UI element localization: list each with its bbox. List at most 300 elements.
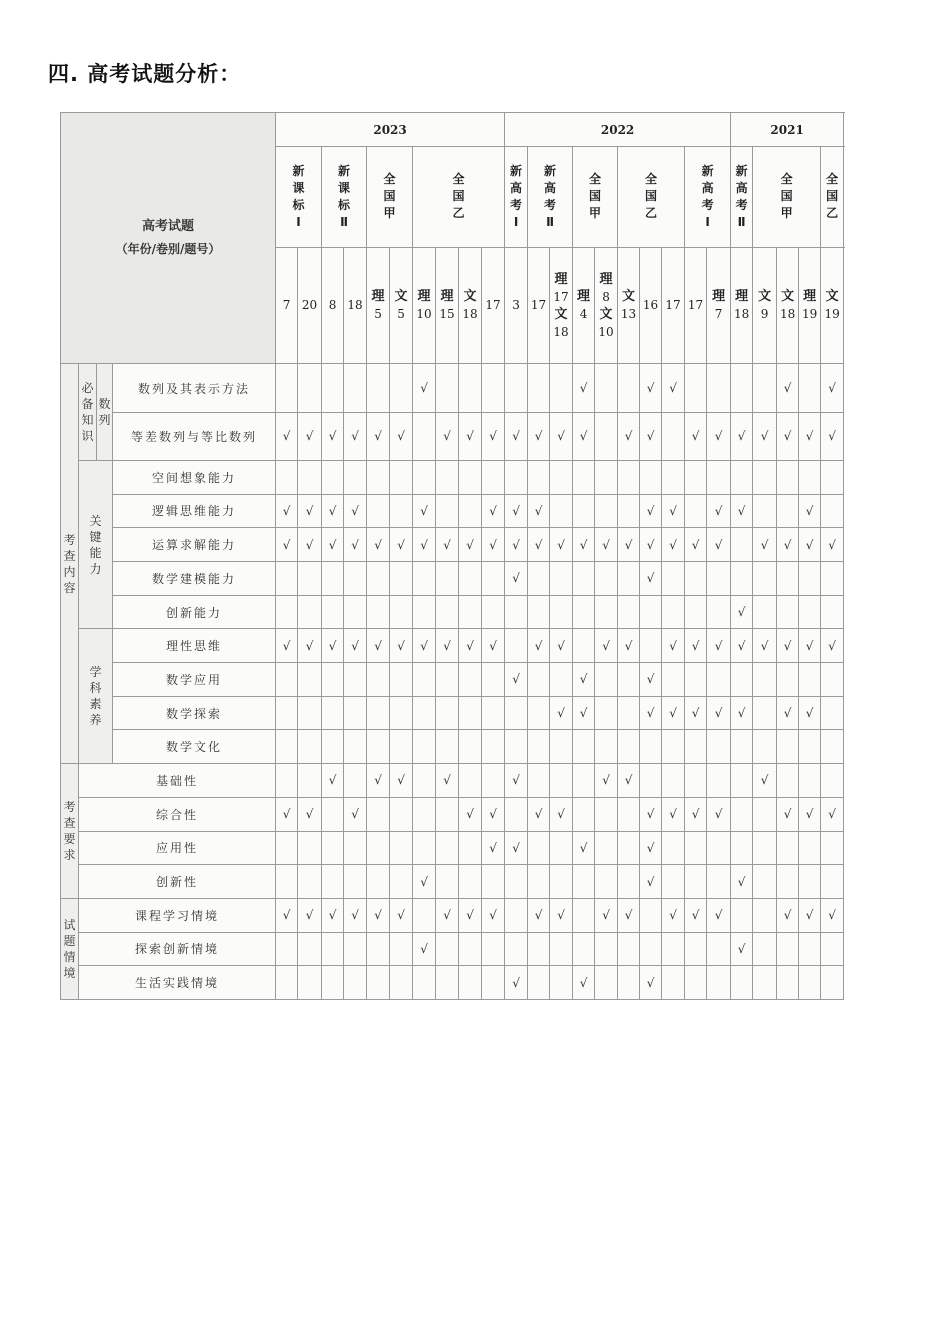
check-mark: √	[276, 898, 298, 932]
empty-cell	[322, 966, 344, 1000]
paper-header	[528, 147, 573, 248]
empty-cell	[662, 730, 685, 764]
empty-cell	[707, 831, 731, 865]
section-label-char: 题	[63, 933, 76, 948]
question-type: 文	[463, 289, 477, 305]
empty-cell	[731, 797, 753, 831]
empty-cell	[528, 696, 550, 730]
empty-cell	[482, 562, 505, 596]
empty-cell	[322, 696, 344, 730]
empty-cell	[821, 663, 844, 697]
empty-cell	[595, 494, 618, 528]
group-label-char: 能	[89, 545, 102, 560]
empty-cell	[344, 595, 367, 629]
question-type: 理	[803, 289, 817, 305]
empty-cell	[390, 932, 413, 966]
question-type: 文	[825, 289, 839, 305]
empty-cell	[573, 562, 595, 596]
empty-cell	[573, 797, 595, 831]
check-mark: √	[821, 412, 844, 460]
row-label: 数学应用	[113, 663, 276, 697]
check-mark: √	[413, 629, 436, 663]
empty-cell	[731, 562, 753, 596]
check-mark: √	[322, 528, 344, 562]
question-number	[550, 247, 573, 364]
empty-cell	[276, 460, 298, 494]
empty-cell	[821, 696, 844, 730]
empty-cell	[753, 562, 777, 596]
check-mark: √	[799, 898, 821, 932]
paper-header-char: Ⅰ	[296, 214, 301, 229]
check-mark: √	[298, 494, 322, 528]
paper-header-char: 新	[735, 163, 748, 178]
empty-cell	[459, 730, 482, 764]
empty-cell	[573, 932, 595, 966]
empty-cell	[482, 932, 505, 966]
check-mark: √	[482, 629, 505, 663]
empty-cell	[344, 364, 367, 412]
table-row	[61, 494, 844, 528]
row-label: 课程学习情境	[79, 898, 276, 932]
check-mark: √	[685, 797, 707, 831]
empty-cell	[707, 364, 731, 412]
row-label: 创新性	[79, 865, 276, 899]
year-header: 2023	[276, 113, 505, 147]
empty-cell	[413, 696, 436, 730]
check-mark: √	[482, 528, 505, 562]
empty-cell	[707, 764, 731, 798]
check-mark: √	[528, 898, 550, 932]
group-label-char: 素	[89, 697, 102, 712]
paper-header-char: Ⅰ	[513, 214, 519, 229]
empty-cell	[436, 595, 459, 629]
check-mark: √	[640, 494, 662, 528]
check-mark: √	[573, 528, 595, 562]
paper-header-char: Ⅱ	[546, 214, 555, 229]
check-mark: √	[390, 629, 413, 663]
empty-cell	[618, 932, 640, 966]
empty-cell	[390, 730, 413, 764]
check-mark: √	[618, 629, 640, 663]
check-mark: √	[413, 865, 436, 899]
check-mark: √	[799, 696, 821, 730]
check-mark: √	[413, 494, 436, 528]
empty-cell	[618, 460, 640, 494]
empty-cell	[413, 663, 436, 697]
empty-cell	[821, 730, 844, 764]
check-mark: √	[707, 898, 731, 932]
empty-cell	[640, 629, 662, 663]
check-mark: √	[367, 898, 390, 932]
empty-cell	[573, 460, 595, 494]
empty-cell	[390, 696, 413, 730]
empty-cell	[753, 494, 777, 528]
check-mark: √	[731, 932, 753, 966]
check-mark: √	[799, 412, 821, 460]
question-number	[344, 247, 367, 364]
empty-cell	[753, 460, 777, 494]
empty-cell	[528, 831, 550, 865]
check-mark: √	[276, 494, 298, 528]
empty-cell	[367, 966, 390, 1000]
group-label-char: 知	[81, 413, 94, 428]
question-type: 文	[758, 289, 772, 305]
year-header: 2022	[505, 113, 731, 147]
empty-cell	[298, 932, 322, 966]
check-mark: √	[731, 865, 753, 899]
row-label: 理性思维	[113, 629, 276, 663]
empty-cell	[528, 932, 550, 966]
check-mark: √	[731, 595, 753, 629]
empty-cell	[777, 494, 799, 528]
check-mark: √	[413, 528, 436, 562]
section-label-char: 内	[63, 564, 76, 579]
empty-cell	[595, 831, 618, 865]
empty-cell	[777, 595, 799, 629]
empty-cell	[436, 696, 459, 730]
table-row	[61, 865, 844, 899]
group-label-char: 养	[89, 713, 102, 728]
empty-cell	[685, 932, 707, 966]
empty-cell	[344, 663, 367, 697]
section-label-char: 要	[63, 832, 76, 846]
question-number	[777, 247, 799, 364]
check-mark: √	[707, 412, 731, 460]
empty-cell	[618, 364, 640, 412]
empty-cell	[413, 966, 436, 1000]
paper-header-char: 甲	[780, 206, 793, 221]
empty-cell	[821, 494, 844, 528]
check-mark: √	[595, 898, 618, 932]
empty-cell	[640, 730, 662, 764]
paper-header	[505, 147, 528, 248]
empty-cell	[344, 562, 367, 596]
empty-cell	[459, 663, 482, 697]
empty-cell	[707, 730, 731, 764]
question-num: 17	[485, 298, 501, 313]
check-mark: √	[413, 364, 436, 412]
empty-cell	[662, 460, 685, 494]
check-mark: √	[731, 696, 753, 730]
empty-cell	[618, 797, 640, 831]
check-mark: √	[640, 797, 662, 831]
row-label: 逻辑思维能力	[113, 494, 276, 528]
paper-header-char: 乙	[826, 206, 839, 221]
empty-cell	[344, 831, 367, 865]
question-number	[482, 247, 505, 364]
check-mark: √	[322, 494, 344, 528]
empty-cell	[595, 595, 618, 629]
row-label: 探索创新情境	[79, 932, 276, 966]
check-mark: √	[528, 629, 550, 663]
check-mark: √	[436, 764, 459, 798]
check-mark: √	[528, 797, 550, 831]
group-label-char: 识	[81, 429, 94, 444]
paper-header-char: Ⅱ	[737, 214, 746, 229]
question-num: 7	[282, 298, 291, 313]
question-type: 文	[622, 289, 636, 305]
empty-cell	[528, 595, 550, 629]
check-mark: √	[482, 494, 505, 528]
empty-cell	[505, 898, 528, 932]
check-mark: √	[595, 629, 618, 663]
question-num: 18	[462, 307, 478, 322]
table-row	[61, 797, 844, 831]
empty-cell	[413, 797, 436, 831]
question-num: 10	[416, 307, 432, 322]
empty-cell	[685, 595, 707, 629]
empty-cell	[799, 932, 821, 966]
check-mark: √	[799, 797, 821, 831]
check-mark: √	[640, 528, 662, 562]
empty-cell	[390, 966, 413, 1000]
check-mark: √	[573, 364, 595, 412]
empty-cell	[390, 364, 413, 412]
question-num: 5	[397, 307, 405, 322]
empty-cell	[276, 663, 298, 697]
question-num: 13	[620, 307, 637, 322]
question-num: 19	[801, 307, 818, 322]
paper-header-char: 国	[383, 189, 396, 204]
question-type: 理	[440, 289, 454, 305]
check-mark: √	[344, 494, 367, 528]
question-num: 18	[733, 307, 750, 322]
empty-cell	[731, 460, 753, 494]
empty-cell	[685, 562, 707, 596]
check-mark: √	[436, 528, 459, 562]
empty-cell	[731, 831, 753, 865]
empty-cell	[459, 460, 482, 494]
row-label: 应用性	[79, 831, 276, 865]
empty-cell	[528, 966, 550, 1000]
empty-cell	[298, 663, 322, 697]
empty-cell	[707, 595, 731, 629]
empty-cell	[459, 562, 482, 596]
empty-cell	[662, 932, 685, 966]
empty-cell	[528, 460, 550, 494]
question-number	[436, 247, 459, 364]
question-type: 理	[554, 271, 568, 287]
check-mark: √	[344, 629, 367, 663]
corner-subtitle: （年份/卷别/题号）	[115, 242, 221, 257]
question-number	[367, 247, 390, 364]
table-row	[61, 966, 844, 1000]
empty-cell	[618, 730, 640, 764]
empty-cell	[482, 460, 505, 494]
question-num: 15	[439, 307, 455, 322]
paper-header-char: 考	[544, 197, 557, 212]
empty-cell	[413, 460, 436, 494]
empty-cell	[436, 865, 459, 899]
table-corner-header	[61, 113, 276, 364]
empty-cell	[459, 932, 482, 966]
empty-cell	[528, 764, 550, 798]
question-num: 10	[598, 324, 614, 339]
check-mark: √	[640, 831, 662, 865]
empty-cell	[390, 663, 413, 697]
empty-cell	[298, 764, 322, 798]
question-num: 18	[779, 307, 796, 322]
check-mark: √	[505, 412, 528, 460]
check-mark: √	[322, 764, 344, 798]
empty-cell	[298, 460, 322, 494]
question-number	[390, 247, 413, 364]
empty-cell	[799, 562, 821, 596]
empty-cell	[459, 865, 482, 899]
section-label-char: 求	[63, 848, 76, 862]
check-mark: √	[685, 629, 707, 663]
paper-header-char: 新	[292, 163, 305, 178]
empty-cell	[799, 364, 821, 412]
row-label: 综合性	[79, 797, 276, 831]
empty-cell	[685, 831, 707, 865]
group-label	[79, 460, 113, 628]
empty-cell	[595, 797, 618, 831]
empty-cell	[298, 595, 322, 629]
empty-cell	[662, 764, 685, 798]
empty-cell	[707, 663, 731, 697]
question-num: 8	[328, 298, 337, 313]
empty-cell	[685, 663, 707, 697]
empty-cell	[821, 932, 844, 966]
group-label	[79, 364, 97, 461]
empty-cell	[482, 364, 505, 412]
empty-cell	[482, 966, 505, 1000]
empty-cell	[799, 663, 821, 697]
empty-cell	[662, 831, 685, 865]
paper-header-char: 考	[735, 197, 748, 212]
empty-cell	[618, 595, 640, 629]
paper-header	[573, 147, 618, 248]
check-mark: √	[753, 764, 777, 798]
question-num: 17	[687, 298, 704, 313]
empty-cell	[505, 595, 528, 629]
empty-cell	[799, 966, 821, 1000]
empty-cell	[618, 663, 640, 697]
question-num: 5	[374, 307, 382, 322]
check-mark: √	[685, 528, 707, 562]
section-label-char: 容	[63, 580, 76, 595]
group-label-char: 键	[89, 529, 102, 544]
empty-cell	[367, 562, 390, 596]
check-mark: √	[505, 562, 528, 596]
check-mark: √	[777, 797, 799, 831]
paper-header-char: 课	[338, 180, 351, 195]
check-mark: √	[640, 364, 662, 412]
paper-header-char: 国	[826, 189, 839, 204]
check-mark: √	[618, 528, 640, 562]
row-label: 数列及其表示方法	[113, 364, 276, 412]
group-label	[79, 629, 113, 764]
empty-cell	[799, 595, 821, 629]
empty-cell	[662, 595, 685, 629]
question-type: 文	[554, 306, 568, 322]
paper-header	[367, 147, 413, 248]
empty-cell	[731, 528, 753, 562]
empty-cell	[322, 797, 344, 831]
empty-cell	[390, 595, 413, 629]
empty-cell	[276, 865, 298, 899]
check-mark: √	[618, 412, 640, 460]
empty-cell	[753, 865, 777, 899]
empty-cell	[573, 865, 595, 899]
empty-cell	[322, 865, 344, 899]
question-number	[753, 247, 777, 364]
empty-cell	[436, 932, 459, 966]
paper-header-char: 国	[780, 189, 793, 204]
table-row	[61, 696, 844, 730]
check-mark: √	[436, 898, 459, 932]
empty-cell	[276, 831, 298, 865]
empty-cell	[662, 966, 685, 1000]
check-mark: √	[777, 364, 799, 412]
check-mark: √	[731, 629, 753, 663]
question-num: 7	[714, 307, 723, 322]
section-label-char: 境	[63, 965, 76, 980]
empty-cell	[322, 730, 344, 764]
question-type: 理	[371, 289, 385, 305]
empty-cell	[276, 730, 298, 764]
empty-cell	[799, 460, 821, 494]
empty-cell	[753, 696, 777, 730]
check-mark: √	[367, 412, 390, 460]
empty-cell	[367, 494, 390, 528]
empty-cell	[322, 562, 344, 596]
empty-cell	[799, 730, 821, 764]
check-mark: √	[618, 898, 640, 932]
check-mark: √	[550, 797, 573, 831]
empty-cell	[298, 696, 322, 730]
empty-cell	[390, 562, 413, 596]
paper-header-char: 新	[338, 163, 351, 178]
check-mark: √	[753, 629, 777, 663]
empty-cell	[436, 562, 459, 596]
paper-header-char: 全	[826, 172, 839, 187]
empty-cell	[777, 663, 799, 697]
check-mark: √	[322, 412, 344, 460]
question-number	[595, 247, 618, 364]
check-mark: √	[459, 528, 482, 562]
empty-cell	[505, 364, 528, 412]
empty-cell	[505, 460, 528, 494]
section-label	[61, 364, 79, 764]
check-mark: √	[799, 528, 821, 562]
empty-cell	[505, 730, 528, 764]
empty-cell	[436, 797, 459, 831]
check-mark: √	[459, 797, 482, 831]
check-mark: √	[298, 412, 322, 460]
empty-cell	[276, 595, 298, 629]
check-mark: √	[777, 696, 799, 730]
check-mark: √	[573, 696, 595, 730]
check-mark: √	[640, 865, 662, 899]
empty-cell	[731, 364, 753, 412]
empty-cell	[367, 460, 390, 494]
empty-cell	[707, 966, 731, 1000]
subgroup-label-char: 列	[98, 413, 111, 428]
empty-cell	[777, 865, 799, 899]
paper-header	[731, 147, 753, 248]
empty-cell	[573, 898, 595, 932]
empty-cell	[618, 865, 640, 899]
question-number	[821, 247, 844, 364]
question-number	[459, 247, 482, 364]
empty-cell	[753, 966, 777, 1000]
question-number	[707, 247, 731, 364]
empty-cell	[685, 460, 707, 494]
empty-cell	[821, 764, 844, 798]
section-label-char: 查	[63, 816, 76, 830]
